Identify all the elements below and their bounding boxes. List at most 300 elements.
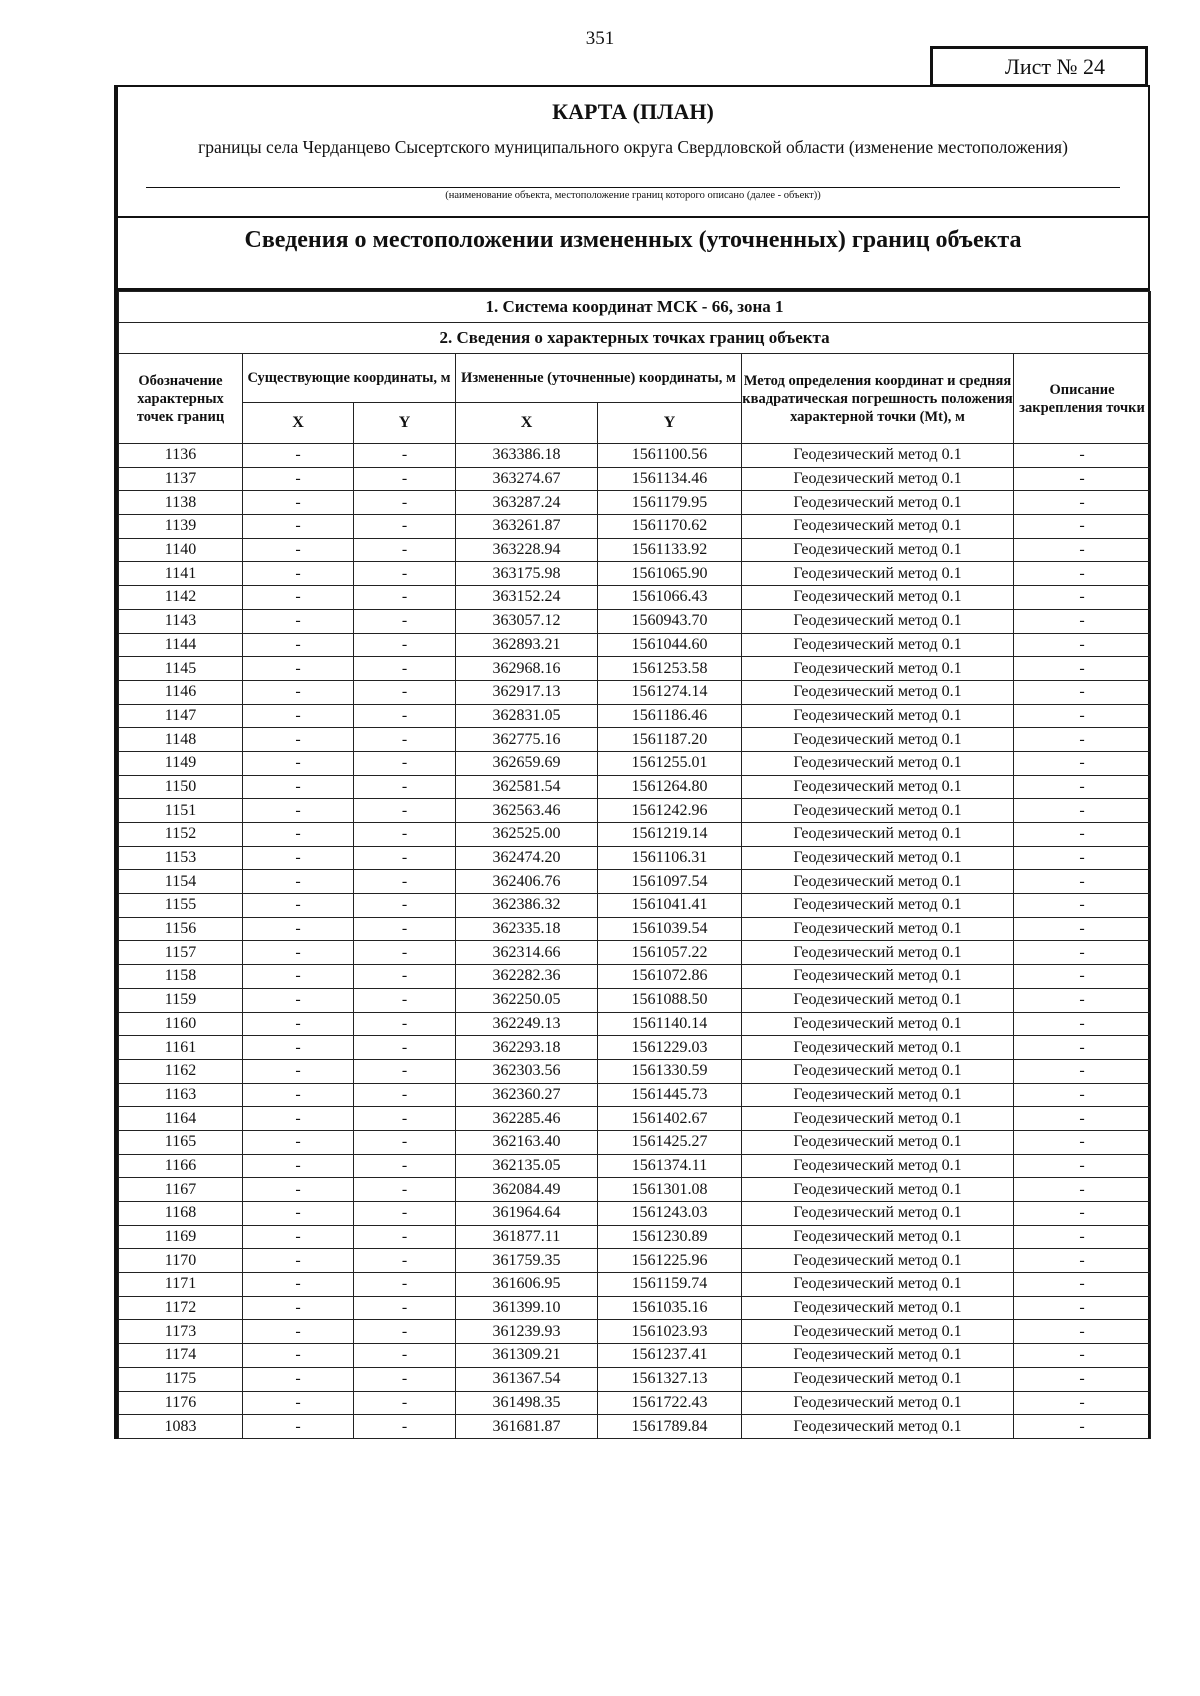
method-cell: Геодезический метод 0.1 [742, 1320, 1014, 1344]
existing-y-cell: - [354, 467, 456, 491]
changed-x-cell: 363152.24 [456, 586, 598, 610]
existing-x-cell: - [243, 467, 354, 491]
method-cell: Геодезический метод 0.1 [742, 1083, 1014, 1107]
method-cell: Геодезический метод 0.1 [742, 1415, 1014, 1439]
changed-x-cell: 361606.95 [456, 1273, 598, 1297]
existing-x-cell: - [243, 1225, 354, 1249]
changed-y-cell: 1561229.03 [598, 1036, 742, 1060]
table-row [119, 1059, 1151, 1083]
table-row [119, 1083, 1151, 1107]
existing-x-cell: - [243, 680, 354, 704]
description-cell: - [1014, 775, 1151, 799]
changed-y-cell: 1561065.90 [598, 562, 742, 586]
existing-y-cell: - [354, 609, 456, 633]
existing-x-cell: - [243, 1154, 354, 1178]
changed-y-cell: 1561255.01 [598, 751, 742, 775]
existing-y-cell: - [354, 491, 456, 515]
changed-x-cell: 362659.69 [456, 751, 598, 775]
description-cell: - [1014, 467, 1151, 491]
existing-x-cell: - [243, 1083, 354, 1107]
changed-x-cell: 362282.36 [456, 965, 598, 989]
table-row [119, 1012, 1151, 1036]
method-cell: Геодезический метод 0.1 [742, 1107, 1014, 1131]
point-id-cell: 1151 [119, 799, 243, 823]
point-id-cell: 1158 [119, 965, 243, 989]
existing-y-cell: - [354, 1225, 456, 1249]
existing-y-cell: - [354, 1012, 456, 1036]
changed-x-cell: 361367.54 [456, 1367, 598, 1391]
point-id-cell: 1156 [119, 917, 243, 941]
point-id-cell: 1141 [119, 562, 243, 586]
description-cell: - [1014, 1130, 1151, 1154]
header-existing-y: Y [354, 403, 456, 444]
changed-x-cell: 363274.67 [456, 467, 598, 491]
table-row [119, 1202, 1151, 1226]
point-id-cell: 1167 [119, 1178, 243, 1202]
description-cell: - [1014, 1059, 1151, 1083]
point-id-cell: 1163 [119, 1083, 243, 1107]
table-row [119, 941, 1151, 965]
changed-y-cell: 1561106.31 [598, 846, 742, 870]
method-cell: Геодезический метод 0.1 [742, 823, 1014, 847]
existing-y-cell: - [354, 1344, 456, 1368]
method-cell: Геодезический метод 0.1 [742, 846, 1014, 870]
existing-y-cell: - [354, 1036, 456, 1060]
changed-x-cell: 361681.87 [456, 1415, 598, 1439]
existing-y-cell: - [354, 799, 456, 823]
existing-x-cell: - [243, 1130, 354, 1154]
description-cell: - [1014, 1178, 1151, 1202]
description-cell: - [1014, 1012, 1151, 1036]
changed-x-cell: 362084.49 [456, 1178, 598, 1202]
method-cell: Геодезический метод 0.1 [742, 894, 1014, 918]
existing-x-cell: - [243, 515, 354, 539]
point-id-cell: 1168 [119, 1202, 243, 1226]
changed-y-cell: 1561402.67 [598, 1107, 742, 1131]
existing-x-cell: - [243, 870, 354, 894]
point-id-cell: 1137 [119, 467, 243, 491]
changed-y-cell: 1561330.59 [598, 1059, 742, 1083]
changed-y-cell: 1561445.73 [598, 1083, 742, 1107]
points-table-body [119, 444, 1151, 1439]
existing-y-cell: - [354, 823, 456, 847]
header-changed-x: X [456, 403, 598, 444]
description-cell: - [1014, 1107, 1151, 1131]
method-cell: Геодезический метод 0.1 [742, 562, 1014, 586]
existing-y-cell: - [354, 538, 456, 562]
changed-y-cell: 1561219.14 [598, 823, 742, 847]
existing-y-cell: - [354, 1083, 456, 1107]
existing-y-cell: - [354, 1320, 456, 1344]
existing-x-cell: - [243, 941, 354, 965]
method-cell: Геодезический метод 0.1 [742, 1391, 1014, 1415]
changed-y-cell: 1561425.27 [598, 1130, 742, 1154]
changed-y-cell: 1561044.60 [598, 633, 742, 657]
method-cell: Геодезический метод 0.1 [742, 444, 1014, 468]
description-cell: - [1014, 1083, 1151, 1107]
changed-x-cell: 363287.24 [456, 491, 598, 515]
existing-x-cell: - [243, 538, 354, 562]
method-cell: Геодезический метод 0.1 [742, 870, 1014, 894]
description-cell: - [1014, 444, 1151, 468]
table-row [119, 988, 1151, 1012]
method-cell: Геодезический метод 0.1 [742, 988, 1014, 1012]
table-row [119, 657, 1151, 681]
changed-x-cell: 362249.13 [456, 1012, 598, 1036]
point-id-cell: 1147 [119, 704, 243, 728]
existing-x-cell: - [243, 1320, 354, 1344]
description-cell: - [1014, 1344, 1151, 1368]
table-row [119, 1130, 1151, 1154]
changed-x-cell: 362293.18 [456, 1036, 598, 1060]
existing-x-cell: - [243, 1107, 354, 1131]
table-row [119, 823, 1151, 847]
changed-x-cell: 361877.11 [456, 1225, 598, 1249]
description-cell: - [1014, 586, 1151, 610]
changed-x-cell: 363386.18 [456, 444, 598, 468]
existing-y-cell: - [354, 775, 456, 799]
changed-x-cell: 362285.46 [456, 1107, 598, 1131]
description-cell: - [1014, 846, 1151, 870]
changed-x-cell: 362893.21 [456, 633, 598, 657]
description-cell: - [1014, 1154, 1151, 1178]
changed-y-cell: 1561035.16 [598, 1296, 742, 1320]
existing-y-cell: - [354, 704, 456, 728]
table-row [119, 704, 1151, 728]
points-table [118, 291, 1151, 1439]
existing-y-cell: - [354, 586, 456, 610]
existing-x-cell: - [243, 846, 354, 870]
description-cell: - [1014, 1367, 1151, 1391]
sheet-number-box: Лист № 24 [930, 46, 1148, 86]
existing-y-cell: - [354, 1415, 456, 1439]
changed-y-cell: 1561242.96 [598, 799, 742, 823]
table-row [119, 728, 1151, 752]
description-cell: - [1014, 680, 1151, 704]
existing-x-cell: - [243, 1059, 354, 1083]
method-cell: Геодезический метод 0.1 [742, 1273, 1014, 1297]
existing-y-cell: - [354, 846, 456, 870]
point-id-cell: 1160 [119, 1012, 243, 1036]
description-cell: - [1014, 1415, 1151, 1439]
header-changed-coordinates: Измененные (уточненные) координаты, м [456, 354, 742, 403]
changed-y-cell: 1561100.56 [598, 444, 742, 468]
point-id-cell: 1149 [119, 751, 243, 775]
changed-x-cell: 362163.40 [456, 1130, 598, 1154]
method-cell: Геодезический метод 0.1 [742, 1178, 1014, 1202]
header-designation: Обозначение характерных точек границ [119, 354, 243, 444]
method-cell: Геодезический метод 0.1 [742, 633, 1014, 657]
header-method: Метод определения координат и средняя квадратическая погрешность положения характерной точки (Mt), м [742, 354, 1014, 444]
table-row [119, 1154, 1151, 1178]
description-cell: - [1014, 515, 1151, 539]
changed-y-cell: 1561274.14 [598, 680, 742, 704]
point-id-cell: 1152 [119, 823, 243, 847]
point-id-cell: 1144 [119, 633, 243, 657]
existing-y-cell: - [354, 680, 456, 704]
description-cell: - [1014, 1225, 1151, 1249]
changed-y-cell: 1561023.93 [598, 1320, 742, 1344]
existing-y-cell: - [354, 988, 456, 1012]
existing-y-cell: - [354, 1391, 456, 1415]
description-cell: - [1014, 704, 1151, 728]
method-cell: Геодезический метод 0.1 [742, 799, 1014, 823]
existing-y-cell: - [354, 1202, 456, 1226]
existing-x-cell: - [243, 751, 354, 775]
existing-y-cell: - [354, 751, 456, 775]
table-row [119, 680, 1151, 704]
point-id-cell: 1165 [119, 1130, 243, 1154]
table-row [119, 1344, 1151, 1368]
method-cell: Геодезический метод 0.1 [742, 751, 1014, 775]
changed-x-cell: 362968.16 [456, 657, 598, 681]
description-cell: - [1014, 538, 1151, 562]
point-id-cell: 1170 [119, 1249, 243, 1273]
description-cell: - [1014, 1249, 1151, 1273]
description-cell: - [1014, 1296, 1151, 1320]
point-id-cell: 1175 [119, 1367, 243, 1391]
changed-x-cell: 362406.76 [456, 870, 598, 894]
existing-y-cell: - [354, 1059, 456, 1083]
existing-y-cell: - [354, 870, 456, 894]
table-row [119, 799, 1151, 823]
point-id-cell: 1154 [119, 870, 243, 894]
existing-x-cell: - [243, 988, 354, 1012]
method-cell: Геодезический метод 0.1 [742, 657, 1014, 681]
table-row [119, 444, 1151, 468]
changed-y-cell: 1561066.43 [598, 586, 742, 610]
changed-y-cell: 1561159.74 [598, 1273, 742, 1297]
page-number: 351 [585, 28, 615, 49]
changed-x-cell: 362775.16 [456, 728, 598, 752]
existing-y-cell: - [354, 1296, 456, 1320]
method-cell: Геодезический метод 0.1 [742, 515, 1014, 539]
description-cell: - [1014, 894, 1151, 918]
changed-x-cell: 363175.98 [456, 562, 598, 586]
existing-y-cell: - [354, 515, 456, 539]
changed-x-cell: 363261.87 [456, 515, 598, 539]
description-cell: - [1014, 988, 1151, 1012]
description-cell: - [1014, 965, 1151, 989]
method-cell: Геодезический метод 0.1 [742, 775, 1014, 799]
existing-x-cell: - [243, 586, 354, 610]
changed-y-cell: 1561186.46 [598, 704, 742, 728]
table-row [119, 562, 1151, 586]
existing-x-cell: - [243, 965, 354, 989]
method-cell: Геодезический метод 0.1 [742, 538, 1014, 562]
existing-x-cell: - [243, 775, 354, 799]
header-changed-y: Y [598, 403, 742, 444]
description-cell: - [1014, 941, 1151, 965]
changed-x-cell: 363057.12 [456, 609, 598, 633]
point-id-cell: 1145 [119, 657, 243, 681]
header-existing-coordinates: Существующие координаты, м [243, 354, 456, 403]
map-title: КАРТА (ПЛАН) [552, 99, 714, 124]
description-cell: - [1014, 1320, 1151, 1344]
existing-x-cell: - [243, 917, 354, 941]
table-row [119, 1178, 1151, 1202]
table-row [119, 846, 1151, 870]
description-cell: - [1014, 633, 1151, 657]
point-id-cell: 1157 [119, 941, 243, 965]
table-row [119, 1391, 1151, 1415]
point-id-cell: 1166 [119, 1154, 243, 1178]
existing-x-cell: - [243, 1036, 354, 1060]
changed-y-cell: 1561301.08 [598, 1178, 742, 1202]
changed-x-cell: 362525.00 [456, 823, 598, 847]
method-cell: Геодезический метод 0.1 [742, 1202, 1014, 1226]
changed-y-cell: 1561327.13 [598, 1367, 742, 1391]
method-cell: Геодезический метод 0.1 [742, 728, 1014, 752]
changed-x-cell: 362581.54 [456, 775, 598, 799]
table-row [119, 609, 1151, 633]
existing-x-cell: - [243, 491, 354, 515]
description-cell: - [1014, 1036, 1151, 1060]
changed-y-cell: 1561170.62 [598, 515, 742, 539]
method-cell: Геодезический метод 0.1 [742, 1249, 1014, 1273]
description-cell: - [1014, 870, 1151, 894]
point-id-cell: 1139 [119, 515, 243, 539]
changed-x-cell: 361239.93 [456, 1320, 598, 1344]
map-subtitle: границы села Черданцево Сысертского муниципального округа Свердловской области (изменение местоположения) [198, 137, 1068, 157]
existing-y-cell: - [354, 1249, 456, 1273]
description-cell: - [1014, 1202, 1151, 1226]
point-id-cell: 1138 [119, 491, 243, 515]
points-section-row: 2. Сведения о характерных точках границ объекта [119, 323, 1151, 354]
existing-x-cell: - [243, 1178, 354, 1202]
method-cell: Геодезический метод 0.1 [742, 1036, 1014, 1060]
method-cell: Геодезический метод 0.1 [742, 1344, 1014, 1368]
existing-y-cell: - [354, 444, 456, 468]
changed-y-cell: 1561088.50 [598, 988, 742, 1012]
changed-x-cell: 362303.56 [456, 1059, 598, 1083]
changed-x-cell: 362250.05 [456, 988, 598, 1012]
table-row [119, 965, 1151, 989]
header-description: Описание закрепления точки [1014, 354, 1151, 444]
existing-x-cell: - [243, 1415, 354, 1439]
description-cell: - [1014, 1273, 1151, 1297]
point-id-cell: 1140 [119, 538, 243, 562]
section-divider [118, 216, 1148, 218]
point-id-cell: 1153 [119, 846, 243, 870]
point-id-cell: 1159 [119, 988, 243, 1012]
changed-y-cell: 1561039.54 [598, 917, 742, 941]
point-id-cell: 1142 [119, 586, 243, 610]
changed-x-cell: 362386.32 [456, 894, 598, 918]
method-cell: Геодезический метод 0.1 [742, 467, 1014, 491]
table-row [119, 751, 1151, 775]
changed-x-cell: 362360.27 [456, 1083, 598, 1107]
changed-y-cell: 1561225.96 [598, 1249, 742, 1273]
changed-x-cell: 362335.18 [456, 917, 598, 941]
changed-x-cell: 362314.66 [456, 941, 598, 965]
point-id-cell: 1148 [119, 728, 243, 752]
table-row [119, 917, 1151, 941]
method-cell: Геодезический метод 0.1 [742, 680, 1014, 704]
existing-y-cell: - [354, 894, 456, 918]
changed-y-cell: 1561243.03 [598, 1202, 742, 1226]
method-cell: Геодезический метод 0.1 [742, 1012, 1014, 1036]
existing-y-cell: - [354, 1273, 456, 1297]
method-cell: Геодезический метод 0.1 [742, 1059, 1014, 1083]
description-cell: - [1014, 751, 1151, 775]
changed-y-cell: 1561057.22 [598, 941, 742, 965]
method-cell: Геодезический метод 0.1 [742, 1367, 1014, 1391]
changed-x-cell: 362831.05 [456, 704, 598, 728]
changed-y-cell: 1561374.11 [598, 1154, 742, 1178]
existing-x-cell: - [243, 728, 354, 752]
changed-y-cell: 1561072.86 [598, 965, 742, 989]
table-row [119, 515, 1151, 539]
point-id-cell: 1174 [119, 1344, 243, 1368]
point-id-cell: 1146 [119, 680, 243, 704]
point-id-cell: 1136 [119, 444, 243, 468]
method-cell: Геодезический метод 0.1 [742, 491, 1014, 515]
changed-y-cell: 1561187.20 [598, 728, 742, 752]
description-cell: - [1014, 823, 1151, 847]
changed-y-cell: 1561041.41 [598, 894, 742, 918]
existing-x-cell: - [243, 444, 354, 468]
table-row [119, 491, 1151, 515]
point-id-cell: 1171 [119, 1273, 243, 1297]
method-cell: Геодезический метод 0.1 [742, 941, 1014, 965]
changed-x-cell: 362563.46 [456, 799, 598, 823]
existing-x-cell: - [243, 799, 354, 823]
method-cell: Геодезический метод 0.1 [742, 609, 1014, 633]
changed-y-cell: 1561140.14 [598, 1012, 742, 1036]
table-row [119, 775, 1151, 799]
existing-y-cell: - [354, 941, 456, 965]
changed-x-cell: 362917.13 [456, 680, 598, 704]
changed-y-cell: 1561230.89 [598, 1225, 742, 1249]
existing-x-cell: - [243, 609, 354, 633]
existing-y-cell: - [354, 633, 456, 657]
changed-y-cell: 1561237.41 [598, 1344, 742, 1368]
changed-y-cell: 1561253.58 [598, 657, 742, 681]
existing-y-cell: - [354, 917, 456, 941]
description-cell: - [1014, 562, 1151, 586]
changed-y-cell: 1561264.80 [598, 775, 742, 799]
table-row [119, 1273, 1151, 1297]
existing-x-cell: - [243, 562, 354, 586]
existing-x-cell: - [243, 1296, 354, 1320]
table-row [119, 1225, 1151, 1249]
existing-y-cell: - [354, 1178, 456, 1202]
point-id-cell: 1083 [119, 1415, 243, 1439]
changed-y-cell: 1561789.84 [598, 1415, 742, 1439]
header-existing-x: X [243, 403, 354, 444]
changed-y-cell: 1560943.70 [598, 609, 742, 633]
table-row [119, 538, 1151, 562]
changed-y-cell: 1561179.95 [598, 491, 742, 515]
existing-y-cell: - [354, 965, 456, 989]
description-cell: - [1014, 609, 1151, 633]
table-row [119, 633, 1151, 657]
existing-x-cell: - [243, 1367, 354, 1391]
existing-y-cell: - [354, 728, 456, 752]
coordinate-system-row: 1. Система координат МСК - 66, зона 1 [119, 292, 1151, 323]
table-row [119, 1296, 1151, 1320]
subtitle-underline [146, 187, 1120, 188]
changed-x-cell: 362135.05 [456, 1154, 598, 1178]
changed-x-cell: 361399.10 [456, 1296, 598, 1320]
existing-y-cell: - [354, 1130, 456, 1154]
existing-x-cell: - [243, 1202, 354, 1226]
description-cell: - [1014, 491, 1151, 515]
existing-x-cell: - [243, 1249, 354, 1273]
existing-x-cell: - [243, 704, 354, 728]
section-title: Сведения о местоположении измененных (уточненных) границ объекта [244, 227, 1022, 253]
